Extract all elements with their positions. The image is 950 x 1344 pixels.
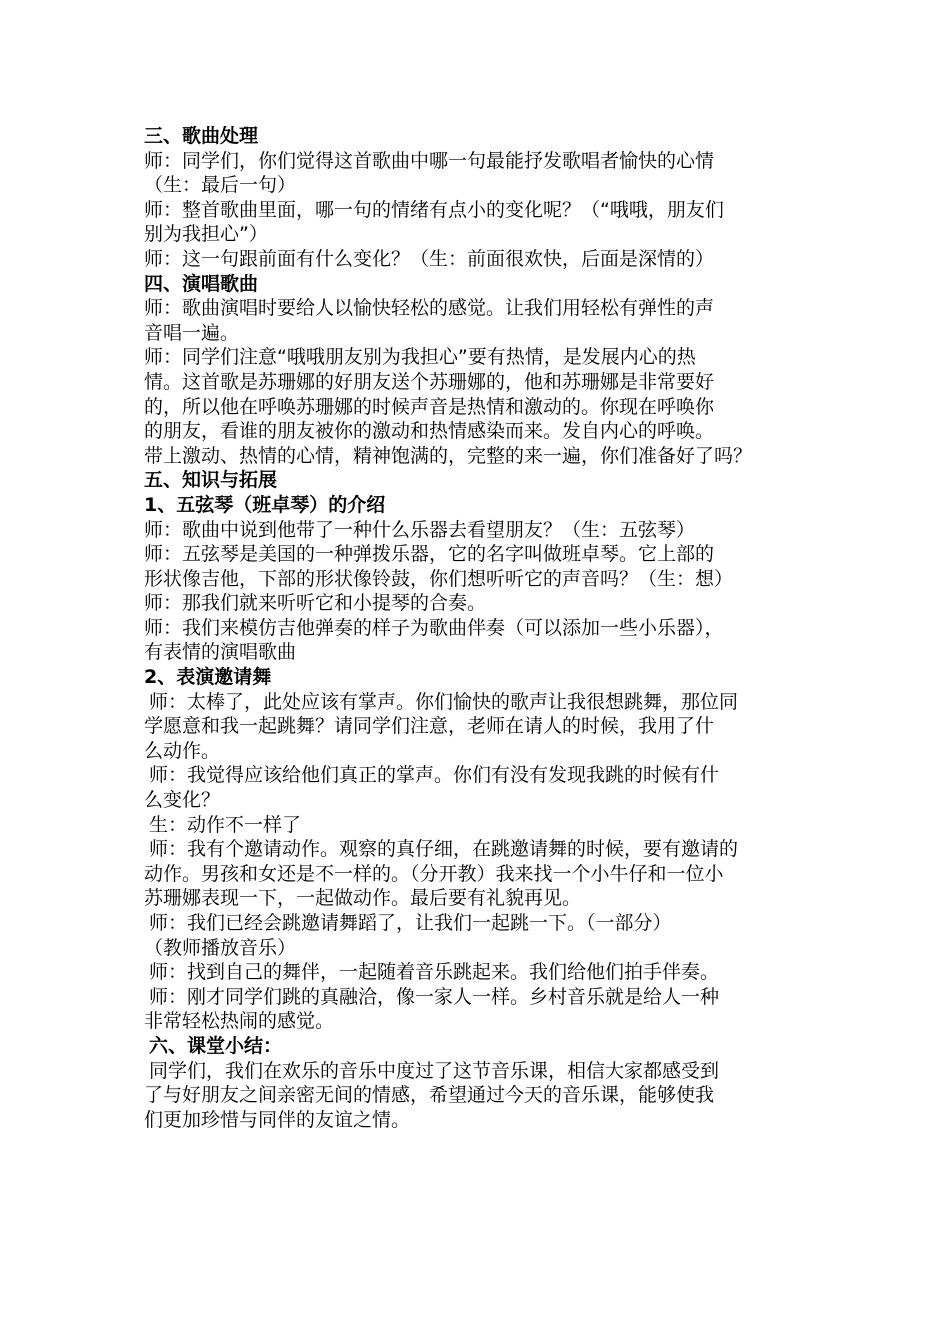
paragraph-line: 师：太棒了，此处应该有掌声。你们愉快的歌声让我很想跳舞，那位同 (149, 690, 739, 713)
paragraph-line: 师：歌曲中说到他带了一种什么乐器去看望朋友？（生：五弦琴） (144, 518, 696, 541)
paragraph-line: 学愿意和我一起跳舞？请同学们注意，老师在请人的时候，我用了什 (144, 715, 715, 738)
paragraph-line: 师：我们来模仿吉他弹奏的样子为歌曲伴奏（可以添加一些小乐器）， (144, 616, 724, 639)
paragraph-line: （生：最后一句） (144, 174, 297, 197)
paragraph-line: 形状像吉他，下部的形状像铃鼓，你们想听听它的声音吗？（生：想） (144, 567, 734, 590)
paragraph-line: 非常轻松热闹的感觉。 (144, 1010, 335, 1033)
document-body (144, 124, 824, 1132)
paragraph-line: 别为我担心”） (144, 223, 268, 246)
paragraph-line: 生：动作不一样了 (149, 813, 302, 836)
paragraph-line: 苏珊娜表现一下，一起做动作。最后要有礼貌再见。 (144, 887, 582, 910)
paragraph-line: 们更加珍惜与同伴的友谊之情。 (144, 1108, 411, 1131)
paragraph-line: 同学们，我们在欢乐的音乐中度过了这节音乐课，相信大家都感受到 (149, 1059, 720, 1082)
paragraph-line: 师：同学们注意“哦哦朋友别为我担心”要有热情，是发展内心的热 (144, 346, 696, 369)
paragraph-line: 师：我们已经会跳邀请舞蹈了，让我们一起跳一下。（一部分） (149, 912, 672, 934)
paragraph-line: 么动作。 (144, 739, 221, 762)
paragraph-line: 师：找到自己的舞伴，一起随着音乐跳起来。我们给他们拍手伴奏。 (149, 961, 720, 984)
paragraph-line: 情。这首歌是苏珊娜的好朋友送个苏珊娜的，他和苏珊娜是非常要好 (144, 370, 715, 393)
paragraph-line: 音唱一遍。 (144, 321, 240, 344)
section-heading: 四、演唱歌曲 (144, 272, 259, 295)
paragraph-line: 动作。男孩和女还是不一样的。（分开教）我来找一个小牛仔和一位小 (144, 862, 724, 885)
paragraph-line: 师：我觉得应该给他们真正的掌声。你们有没有发现我跳的时候有什 (149, 764, 720, 787)
paragraph-line: （教师播放音乐） (144, 936, 297, 959)
section-heading: 六、课堂小结： (149, 1034, 283, 1057)
paragraph-line: 师：歌曲演唱时要给人以愉快轻松的感觉。让我们用轻松有弹性的声 (144, 297, 715, 320)
paragraph-line: 的朋友，看谁的朋友被你的激动和热情感染而来。发自内心的呼唤。 (144, 420, 715, 443)
paragraph-line: 师：我有个邀请动作。观察的真仔细，在跳邀请舞的时候，要有邀请的 (149, 838, 739, 861)
section-heading: 2、表演邀请舞 (144, 666, 272, 689)
paragraph-line: 了与好朋友之间亲密无间的情感，希望通过今天的音乐课，能够使我 (144, 1084, 715, 1107)
paragraph-line: 师：这一句跟前面有什么变化？（生：前面很欢快，后面是深情的） (144, 247, 715, 270)
paragraph-line: 带上激动、热情的心情，精神饱满的，完整的来一遍，你们准备好了吗？ (144, 444, 753, 467)
paragraph-line: 师：整首歌曲里面，哪一句的情绪有点小的变化呢？（“哦哦，朋友们 (144, 198, 724, 221)
paragraph-line: 么变化？ (144, 789, 221, 812)
paragraph-line: 师：五弦琴是美国的一种弹拨乐器，它的名字叫做班卓琴。它上部的 (144, 543, 715, 566)
paragraph-line: 师：刚才同学们跳的真融洽，像一家人一样。乡村音乐就是给人一种 (149, 985, 720, 1008)
paragraph-line: 的，所以他在呼唤苏珊娜的时候声音是热情和激动的。你现在呼唤你 (144, 395, 715, 418)
section-heading: 三、歌曲处理 (144, 125, 259, 147)
section-heading: 1、五弦琴（班卓琴）的介绍 (144, 493, 386, 516)
paragraph-line: 师：那我们就来听听它和小提琴的合奏。 (144, 592, 487, 615)
section-heading: 五、知识与拓展 (144, 469, 278, 492)
paragraph-line: 师：同学们，你们觉得这首歌曲中哪一句最能抒发歌唱者愉快的心情 (144, 149, 715, 172)
paragraph-line: 有表情的演唱歌曲 (144, 641, 297, 664)
